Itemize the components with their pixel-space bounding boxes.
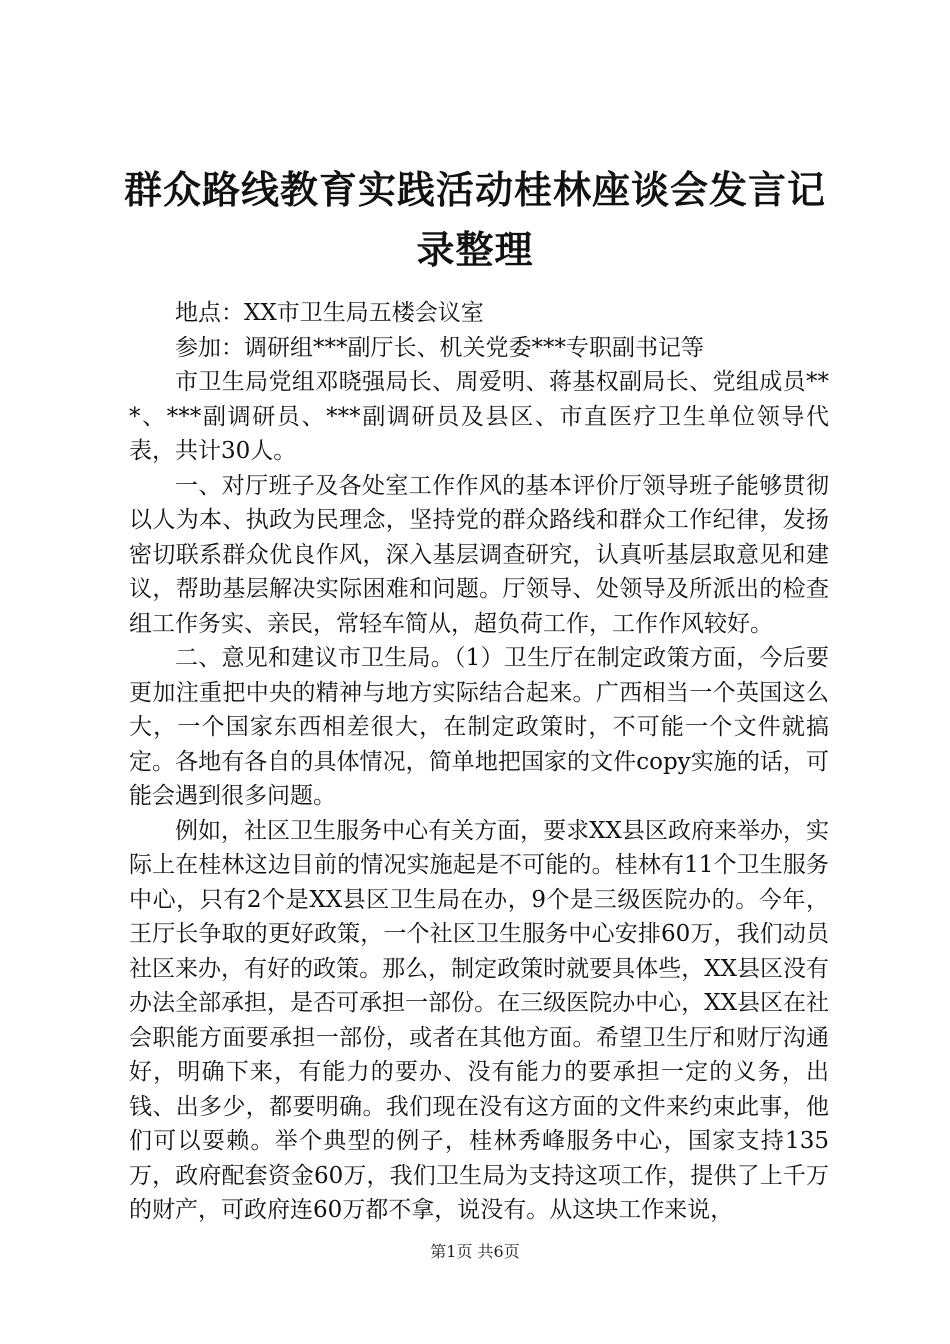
page-footer: 第1页 共6页 bbox=[430, 1242, 520, 1261]
meeting-attendees: 参加：调研组***副厅长、机关党委***专职副书记等 bbox=[175, 334, 704, 361]
document-body bbox=[129, 296, 829, 1228]
meeting-location: 地点：XX市卫生局五楼会议室 bbox=[175, 300, 484, 326]
example-paragraph: 例如，社区卫生服务中心有关方面，要求XX县区政府来举办，实际上在桂林这边目前的情况实施起是不可能的。桂林有11个卫生服务中心，只有2个是XX县区卫生局在办，9个是三级医院办的。今年，王厅长争取的更好政策，一个社区卫生服务中心安排60万，我们动员社区来办，有好的政策。那么，制定政策时就要具体些，XX县区没有办法全部承担，是否可承担一部份。在三级医院办中心，XX县区在社会职能方面要承担一部份，或者在其他方面。希望卫生厅和财厅沟通好，明确下来，有能力的要办、没有能力的要承担一定的义务，出钱、出多少，都要明确。我们现在没有这方面的文件来约束此事，他们可以耍赖。举个典型的例子，桂林秀峰服务中心，国家支持135万，政府配套资金60万，我们卫生局为支持这项工作，提供了上千万的财产，可政府连60万都不拿，说没有。从这块工作来说， bbox=[129, 817, 829, 1223]
attendee-list: 市卫生局党组邓晓强局长、周爱明、蒋基权副局长、党组成员***、***副调研员、***副调研员及县区、市直医疗卫生单位领导代表，共计30人。 bbox=[129, 369, 829, 464]
section-two-paragraph: 二、意见和建议市卫生局。（1）卫生厅在制定政策方面，今后要更加注重把中央的精神与地方实际结合起来。广西相当一个英国这么大，一个国家东西相差很大，在制定政策时，不可能一个文件就搞定。各地有各自的具体情况，简单地把国家的文件copy实施的话，可能会遇到很多问题。 bbox=[129, 645, 829, 809]
section-one-paragraph: 一、对厅班子及各处室工作作风的基本评价厅领导班子能够贯彻以人为本、执政为民理念，坚持党的群众路线和群众工作纪律，发扬密切联系群众优良作风，深入基层调查研究，认真听基层取意见和建议，帮助基层解决实际困难和问题。厅领导、处领导及所派出的检查组工作务实、亲民，常轻车简从，超负荷工作，工作作风较好。 bbox=[129, 472, 829, 637]
document-title: 群众路线教育实践活动桂林座谈会发言记录整理 bbox=[123, 168, 826, 272]
